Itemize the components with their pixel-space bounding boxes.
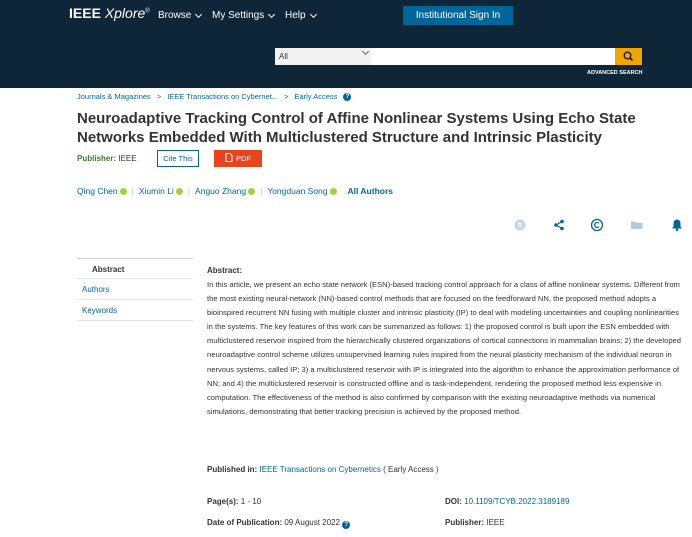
orcid-icon[interactable] (248, 188, 255, 195)
chevron-down-icon (310, 10, 317, 17)
breadcrumb-early-access[interactable]: Early Access (294, 92, 338, 101)
share-icon[interactable] (552, 218, 566, 232)
article-title: Neuroadaptive Tracking Control of Affine Nonlinear Systems Using Echo State Networks Embedded With Multiclustered Structure and Intrinsic Plasticity (77, 110, 636, 146)
breadcrumb-journal[interactable]: IEEE Transactions on Cybernet... (167, 92, 279, 101)
pdf-file-icon (225, 153, 233, 162)
published-in: Published in: IEEE Transactions on Cybernetics ( Early Access ) (207, 465, 439, 474)
author-list: Qing Chen | Xiumin Li | Anguo Zhang | Yongduan Song All Authors (77, 186, 394, 196)
abstract-heading: Abstract: (207, 266, 243, 275)
nav-my-settings[interactable]: My Settings (212, 10, 274, 21)
author-link[interactable]: Anguo Zhang (195, 186, 255, 196)
abstract-text: In this article, we present an echo state network (ESN)-based tracking control approach for a class of affine nonlinear systems. Different from the most existing neural-network (NN)-based control methods that are focused on the feedforward NN, the proposed method adopts a bioinspired recurrent NN fusing with multiple cluster and intrinsic plasticity (IP) to deal with modeling uncertainties and coupling nonlinearities in the systems. The key features of this work can be summarized as follows: 1) the proposed control is built upon the ESN embedded with multiclustered reservoir inspired from the hierarchically clustered organizations of cortical connections in mammalian brains; 2) the developed neuroadaptive control scheme utilizes unsupervised learning rules inspired from the neural plasticity mechanism of the individual neuron in nervous systems, called IP; 3) a multiclustered reservoir with IP is integrated into the algorithm to enhance the approximation performance of NN; and 4) the multiclustered reservoir is constructed offline and is task-independent, rendering the proposed method less expensive in computation. The effectiveness of the method is also confirmed by comparison with the existing neuroadaptive methods via numerical simulations, demonstrating that better tracking precision is achieved by the proposed method. (207, 280, 681, 416)
copyright-icon[interactable] (590, 218, 604, 232)
search-button[interactable] (615, 48, 642, 65)
orcid-icon[interactable] (330, 188, 337, 195)
search-scope-select[interactable]: All (275, 48, 371, 65)
svg-text:R: R (517, 222, 523, 230)
pages-field: Page(s): 1 - 10 (207, 497, 262, 506)
nav-authors[interactable]: Authors (77, 279, 193, 300)
search-input[interactable] (371, 48, 615, 65)
author-link[interactable]: Yongduan Song (267, 186, 336, 196)
pdf-button[interactable]: PDF (214, 150, 262, 167)
alert-bell-icon[interactable] (670, 218, 684, 232)
doi-link[interactable]: 10.1109/TCYB.2022.3189189 (464, 497, 570, 506)
nav-help[interactable]: Help (285, 10, 316, 21)
journal-link[interactable]: IEEE Transactions on Cybernetics (259, 465, 381, 474)
cite-this-button[interactable]: Cite This (157, 150, 199, 167)
chevron-down-icon (362, 48, 369, 55)
publisher-line: Publisher: IEEE (77, 154, 137, 163)
publication-date-field: Date of Publication: 09 August 2022 ? (207, 518, 350, 529)
breadcrumb-journals[interactable]: Journals & Magazines (77, 92, 151, 101)
author-link[interactable]: Qing Chen (77, 186, 127, 196)
advanced-search-link[interactable]: ADVANCED SEARCH (587, 70, 643, 76)
nav-keywords[interactable]: Keywords (77, 300, 193, 321)
orcid-icon[interactable] (176, 188, 183, 195)
chevron-down-icon (268, 10, 275, 17)
institutional-sign-in-button[interactable]: Institutional Sign In (403, 6, 513, 25)
help-icon[interactable]: ? (342, 521, 350, 529)
ieee-xplore-logo[interactable]: IEEE Xplore® (69, 5, 150, 21)
nav-abstract[interactable]: Abstract (77, 258, 193, 279)
breadcrumb: Journals & Magazines > IEEE Transactions on Cybernet... > Early Access ? (77, 92, 351, 101)
nav-browse[interactable]: Browse (158, 10, 201, 21)
top-header (0, 0, 692, 88)
chevron-down-icon (195, 10, 202, 17)
folder-icon[interactable] (630, 218, 644, 232)
rights-icon[interactable] (513, 218, 527, 232)
doi-field: DOI: 10.1109/TCYB.2022.3189189 (445, 497, 570, 506)
help-icon[interactable]: ? (343, 93, 351, 101)
orcid-icon[interactable] (120, 188, 127, 195)
all-authors-link[interactable]: All Authors (347, 186, 394, 196)
document-section-nav (77, 258, 193, 321)
author-link[interactable]: Xiumin Li (139, 186, 183, 196)
publisher-field: Publisher: IEEE (445, 518, 505, 527)
search-icon (615, 48, 642, 65)
